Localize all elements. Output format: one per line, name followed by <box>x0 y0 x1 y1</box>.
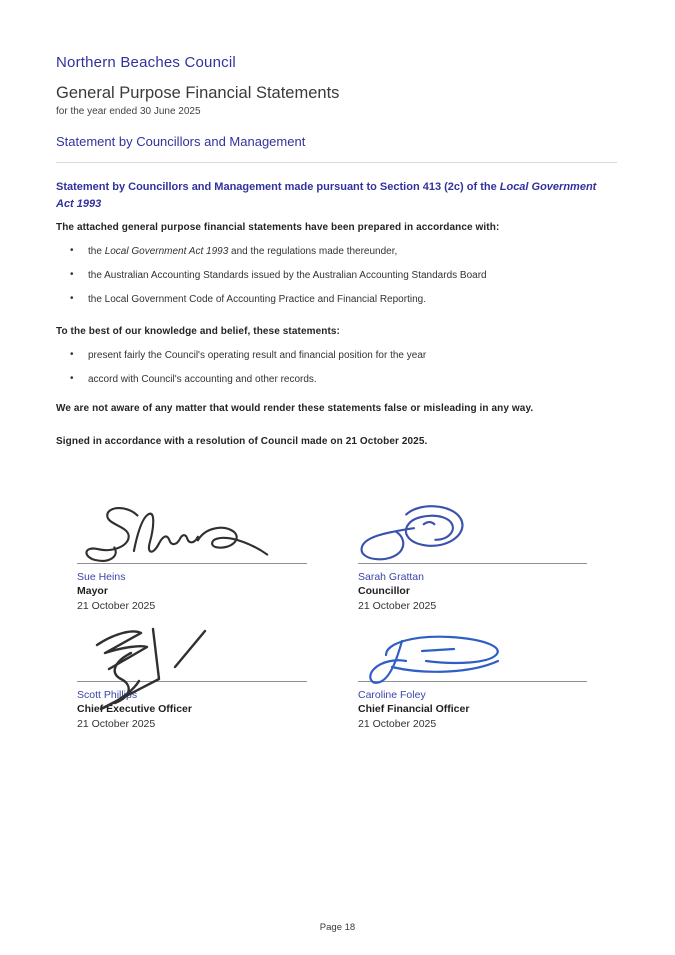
list-item-text: and the regulations made thereunder, <box>228 246 398 258</box>
list-item <box>70 350 617 361</box>
signature-line <box>358 500 587 564</box>
signatory-title: Mayor <box>77 585 108 598</box>
knowledge-list <box>70 350 617 385</box>
signature-line <box>358 618 587 682</box>
list-item <box>70 374 617 385</box>
list-item-text: the Australian Accounting Standards issued by the Australian Accounting Standards Board <box>88 270 487 282</box>
signature-line <box>77 618 307 682</box>
signed-statement: Signed in accordance with a resolution of Council made on 21 October 2025. <box>56 436 428 448</box>
signatory-name: Scott Phillips <box>77 689 138 702</box>
signatory-title: Chief Executive Officer <box>77 703 192 716</box>
signatory-name: Sarah Grattan <box>358 571 424 584</box>
signatory-name: Caroline Foley <box>358 689 426 702</box>
signatory-date: 21 October 2025 <box>77 600 156 613</box>
signatory-title: Chief Financial Officer <box>358 703 470 716</box>
page-number: Page 18 <box>319 922 356 933</box>
list-item-italic: Local Government Act 1993 <box>104 246 229 258</box>
statement-heading-act: Local Government Act 1993 <box>56 181 597 211</box>
signatory-name: Sue Heins <box>77 571 126 584</box>
list-item <box>70 294 617 305</box>
signature-sue-heins-image <box>75 503 295 567</box>
prepared-intro: The attached general purpose financial statements have been prepared in accordance with: <box>56 222 500 234</box>
signature-block-mayor <box>77 500 307 612</box>
signature-caroline-foley-image <box>356 631 511 689</box>
spacer <box>56 385 617 395</box>
knowledge-intro: To the best of our knowledge and belief, these statements: <box>56 326 340 338</box>
list-item-text: present fairly the Council's operating result and financial position for the year <box>88 350 427 362</box>
council-name: Northern Beaches Council <box>56 54 236 71</box>
section-title: Statement by Councillors and Management <box>56 134 306 149</box>
signature-line <box>77 500 307 564</box>
prepared-list <box>70 246 617 305</box>
signature-block-councillor <box>358 500 587 612</box>
signatory-date: 21 October 2025 <box>358 600 437 613</box>
document-title: General Purpose Financial Statements <box>56 84 340 102</box>
list-item-text: the <box>88 246 105 258</box>
signatory-date: 21 October 2025 <box>77 718 156 731</box>
signature-grid <box>77 500 617 730</box>
list-item-text: the Local Government Code of Accounting Practice and Financial Reporting. <box>88 294 426 306</box>
spacer <box>56 305 617 318</box>
signature-block-cfo <box>358 618 587 730</box>
spacer <box>56 418 617 428</box>
statement-heading-text: Statement by Councillors and Management made pursuant to Section 413 (2c) of the <box>56 181 500 193</box>
signature-block-ceo <box>77 618 307 730</box>
section-divider <box>56 162 617 163</box>
list-item <box>70 246 617 257</box>
list-item <box>70 270 617 281</box>
document-subtitle: for the year ended 30 June 2025 <box>56 106 201 117</box>
statement-heading <box>56 179 601 213</box>
signatory-title: Councillor <box>358 585 410 598</box>
list-item-text: accord with Council's accounting and other records. <box>88 374 317 386</box>
not-aware-statement: We are not aware of any matter that would render these statements false or misleading in any way. <box>56 403 534 415</box>
signature-sarah-grattan-image <box>356 499 471 567</box>
signatory-date: 21 October 2025 <box>358 718 437 731</box>
